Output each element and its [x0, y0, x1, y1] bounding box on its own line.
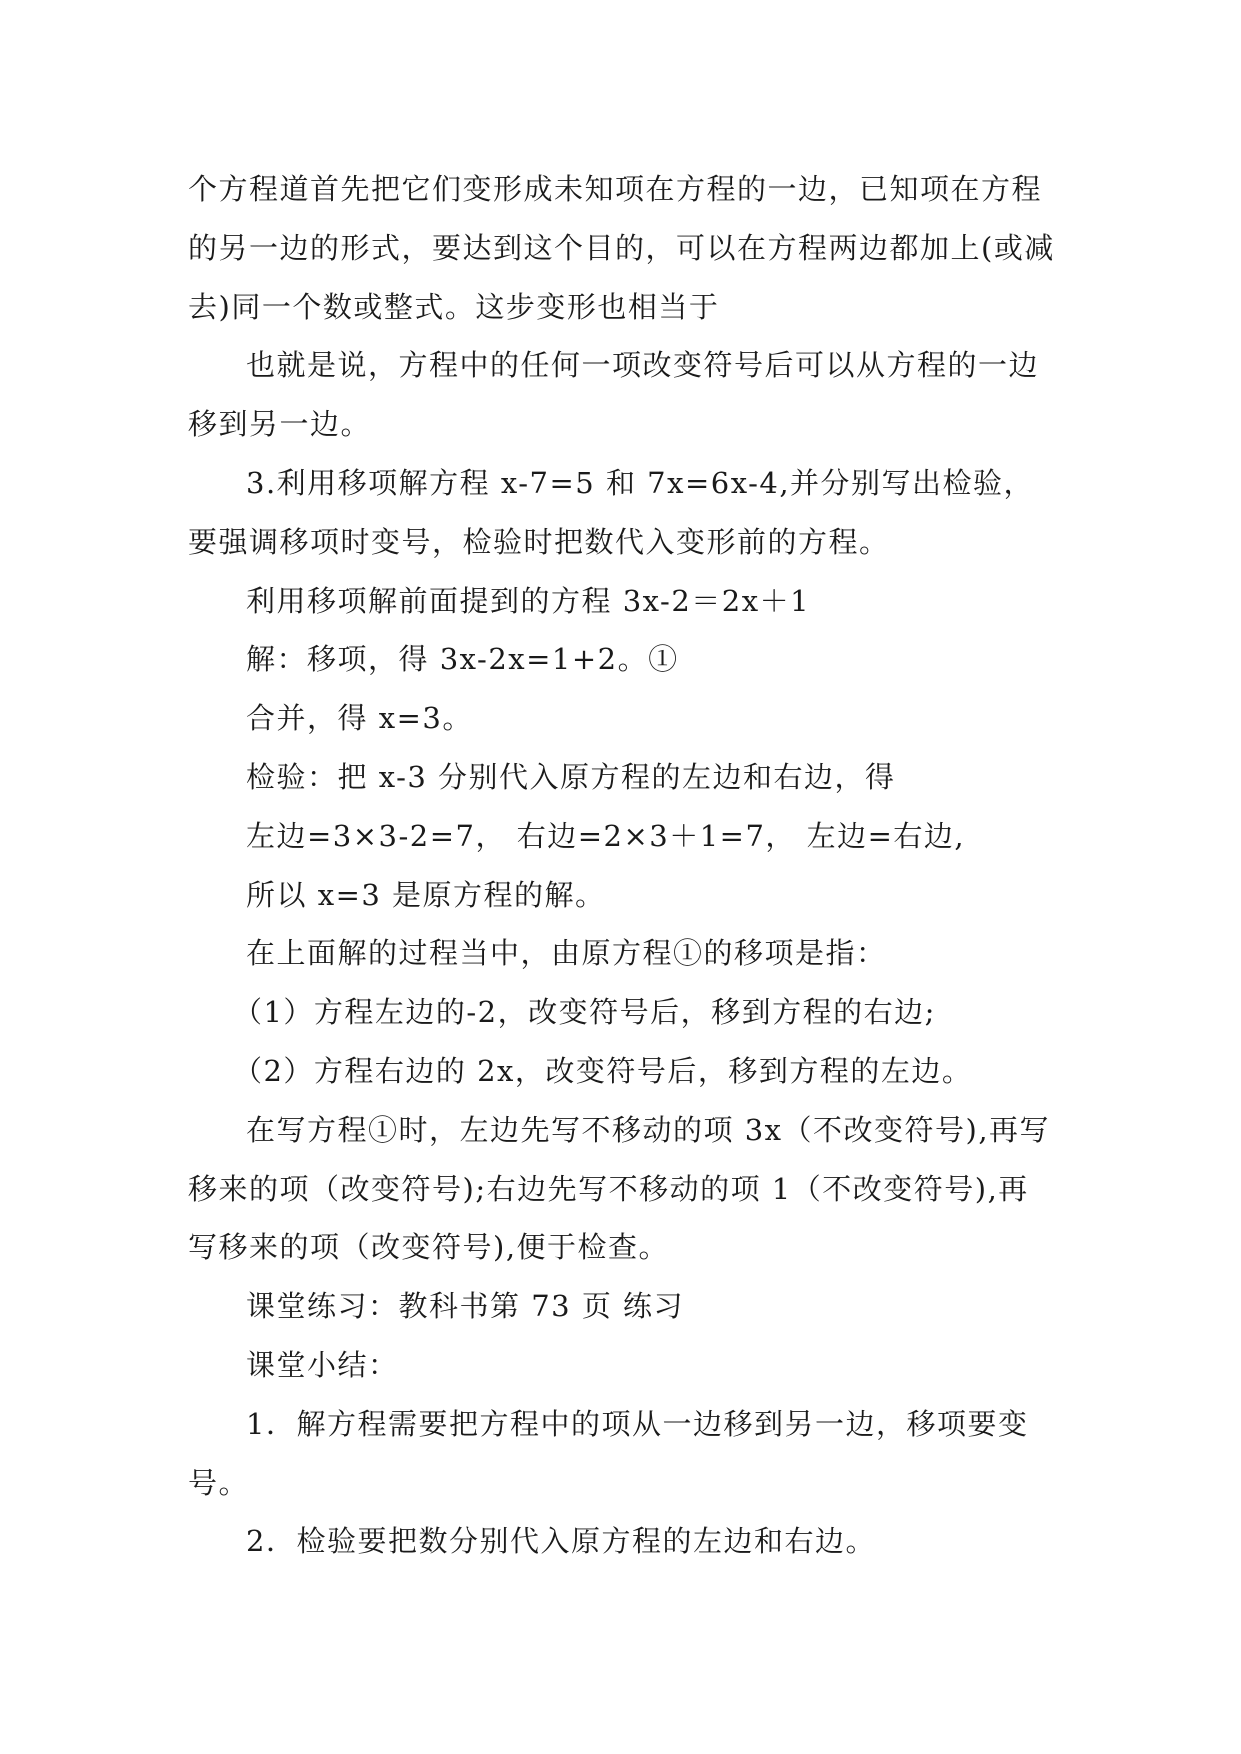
paragraph-point-1: （1）方程左边的-2，改变符号后，移到方程的右边;: [232, 995, 936, 1030]
paragraph-writing-order: 在写方程①时，左边先写不移动的项 3x（不改变符号),再写移来的项（改变符号);右边先写不移动的项 1（不改变符号),再写移来的项（改变符号),便于检查。: [188, 1112, 1051, 1265]
paragraph-example-3: 3.利用移项解方程 x-7=5 和 7x=6x-4,并分别写出检验，要强调移项时变号，检验时把数代入变形前的方程。: [188, 465, 1035, 559]
paragraph-summary-heading: 课堂小结：: [246, 1347, 399, 1382]
paragraph-check-values: 左边=3×3-2=7， 右边=2×3＋1=7， 左边=右边,: [246, 818, 966, 853]
paragraph-transposition-rule: 也就是说，方程中的任何一项改变符号后可以从方程的一边移到另一边。: [188, 348, 1040, 442]
paragraph-summary-2: 2．检验要把数分别代入原方程的左边和右边。: [246, 1524, 876, 1559]
paragraph-solve-intro: 利用移项解前面提到的方程 3x-2＝2x＋1: [246, 583, 811, 618]
paragraph-summary-1: 1．解方程需要把方程中的项从一边移到另一边，移项要变号。: [188, 1406, 1029, 1500]
document-body: [188, 160, 1058, 1571]
paragraph-point-2: （2）方程右边的 2x，改变符号后，移到方程的左边。: [232, 1053, 973, 1088]
paragraph-solution-step: 解：移项，得 3x-2x=1+2。①: [246, 642, 679, 677]
paragraph-check-conclusion: 所以 x=3 是原方程的解。: [246, 877, 606, 912]
paragraph-process-note: 在上面解的过程当中，由原方程①的移项是指：: [246, 936, 887, 971]
paragraph-check-intro: 检验：把 x-3 分别代入原方程的左边和右边，得: [246, 759, 896, 794]
paragraph-continuation: 个方程道首先把它们变形成未知项在方程的一边，已知项在方程的另一边的形式，要达到这个目的，可以在方程两边都加上(或减去)同一个数或整式。这步变形也相当于: [188, 172, 1055, 324]
paragraph-class-exercise: 课堂练习：教科书第 73 页 练习: [246, 1289, 685, 1324]
paragraph-combine-step: 合并，得 x=3。: [246, 701, 473, 736]
